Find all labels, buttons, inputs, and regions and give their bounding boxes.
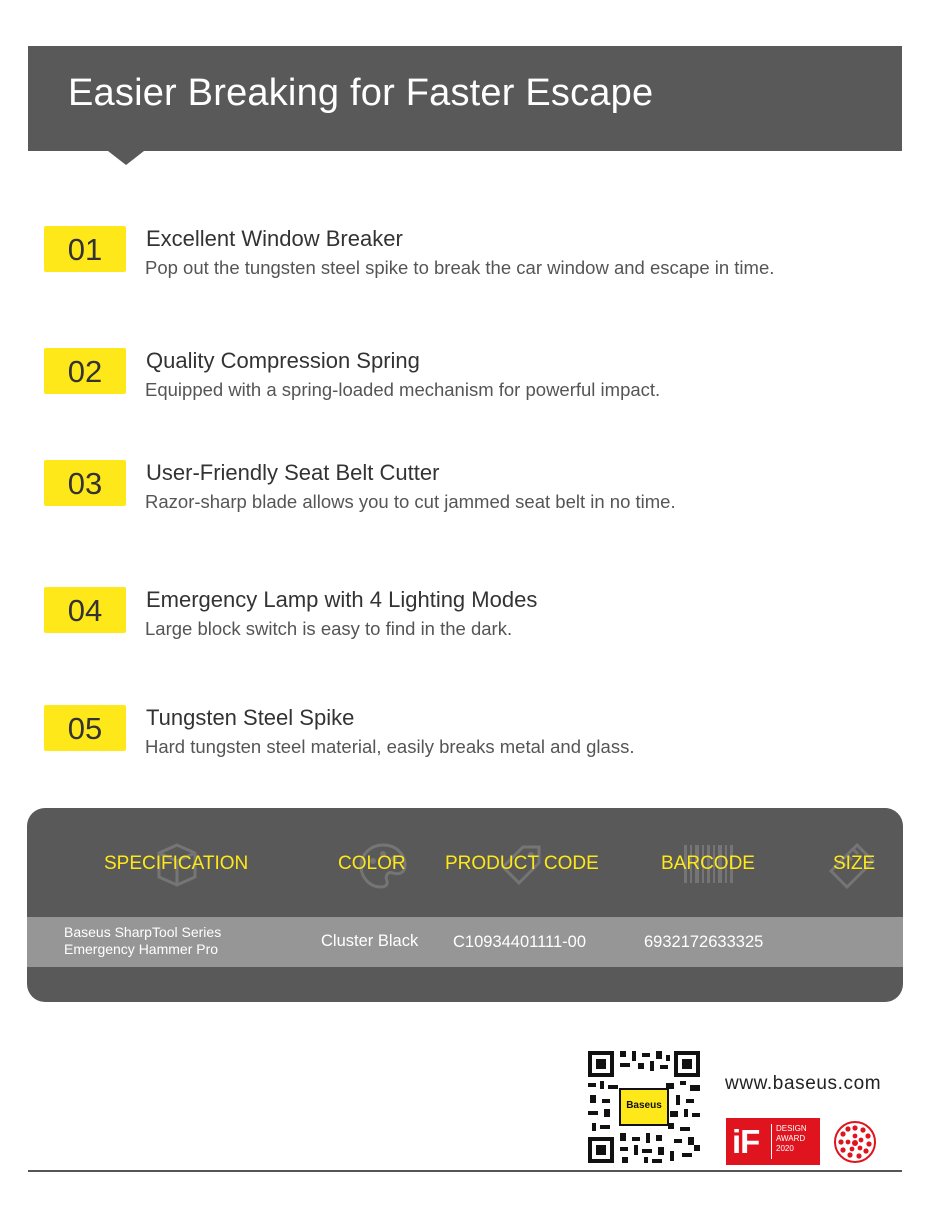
feature-description: Pop out the tungsten steel spike to break the car window and escape in time. [145, 257, 775, 278]
feature-title: Emergency Lamp with 4 Lighting Modes [146, 587, 538, 612]
spec-header-specification: SPECIFICATION [104, 853, 249, 874]
page-title: Easier Breaking for Faster Escape [68, 72, 654, 114]
feature-number-badge: 02 [44, 348, 126, 394]
spec-specification-line2: Emergency Hammer Pro [64, 941, 219, 957]
spec-header-product-code: PRODUCT CODE [445, 853, 599, 874]
spec-header-barcode: BARCODE [661, 853, 755, 874]
header-pointer [108, 151, 144, 165]
feature-item [44, 226, 904, 286]
feature-title: Excellent Window Breaker [146, 226, 403, 251]
feature-item [44, 348, 904, 408]
feature-number-badge: 01 [44, 226, 126, 272]
spec-cell-specification [64, 924, 221, 958]
website-link[interactable]: www.baseus.com [725, 1073, 882, 1094]
if-divider [771, 1124, 772, 1159]
feature-title: User-Friendly Seat Belt Cutter [146, 460, 440, 485]
feature-title: Tungsten Steel Spike [146, 705, 355, 730]
if-logo-text: iF [732, 1123, 760, 1160]
spec-header-size: SIZE [833, 853, 876, 874]
feature-description: Razor-sharp blade allows you to cut jammed seat belt in no time. [145, 491, 676, 512]
spec-row [27, 917, 903, 967]
feature-number-badge: 05 [44, 705, 126, 751]
spec-table [27, 808, 903, 1002]
if-award-text: DESIGN AWARD 2020 [776, 1124, 807, 1153]
feature-title: Quality Compression Spring [146, 348, 420, 373]
feature-description: Equipped with a spring-loaded mechanism for powerful impact. [145, 379, 661, 400]
qr-brand-label: Baseus [626, 1100, 662, 1111]
feature-item [44, 587, 904, 647]
red-dot-award-logo [833, 1120, 877, 1164]
spec-cell-color: Cluster Black [321, 932, 419, 950]
if-design-award-logo [726, 1118, 820, 1165]
footer-divider [28, 1170, 902, 1172]
feature-description: Large block switch is easy to find in the dark. [145, 618, 513, 639]
feature-number-badge: 03 [44, 460, 126, 506]
feature-number-badge: 04 [44, 587, 126, 633]
feature-item [44, 460, 904, 520]
feature-description: Hard tungsten steel material, easily breaks metal and glass. [145, 736, 635, 757]
spec-header-color: COLOR [338, 853, 406, 874]
spec-specification-line1: Baseus SharpTool Series [64, 924, 222, 940]
header-banner [28, 46, 902, 151]
spec-cell-product-code: C10934401111-00 [453, 933, 587, 951]
spec-cell-barcode: 6932172633325 [644, 933, 764, 951]
feature-item [44, 705, 904, 765]
